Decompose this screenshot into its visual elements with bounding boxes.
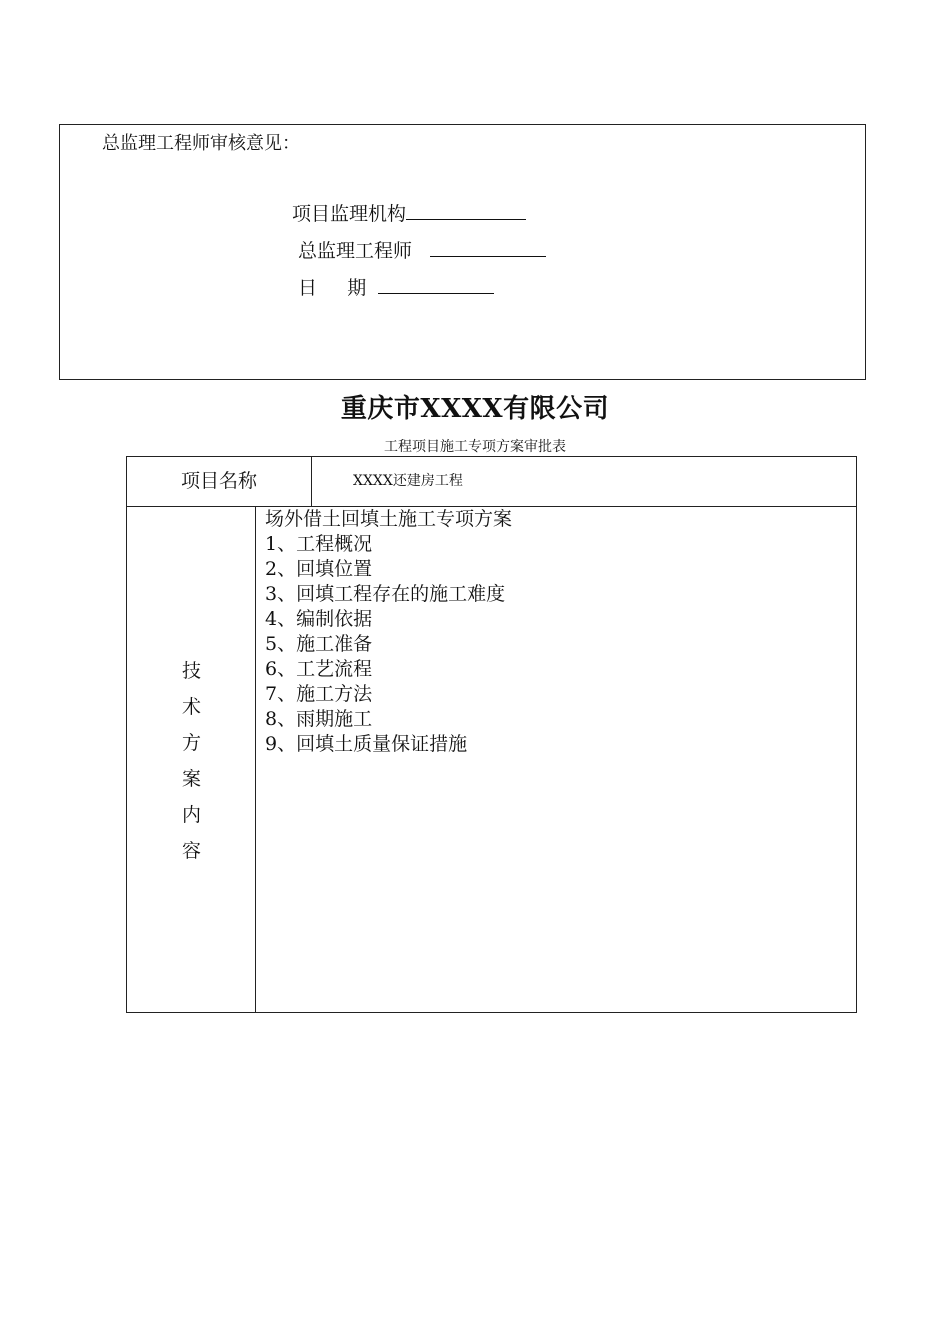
form-subtitle: 工程项目施工专项方案审批表 [384,439,566,455]
plan-item: 5、施工准备 [265,633,373,655]
label-char: 技 [181,660,201,682]
plan-item: 1、工程概况 [265,533,373,555]
review-heading: 总监理工程师审核意见： [102,133,300,154]
plan-item: 9、回填土质量保证措施 [265,733,468,755]
technical-plan-label-cell [127,507,256,1013]
chief-engineer-line [298,236,546,263]
date-blank[interactable] [378,275,494,294]
project-name-row [127,457,856,507]
plan-item: 6、工艺流程 [265,658,373,680]
chief-engineer-label: 总监理工程师 [298,240,413,262]
project-name-value: XXXX还建房工程 [353,473,463,489]
plan-item: 8、雨期施工 [265,708,373,730]
date-label: 日 期 [298,277,367,299]
supervision-org-blank[interactable] [406,201,526,220]
label-char: 容 [181,840,201,862]
company-title: 重庆市XXXX有限公司 [340,394,610,424]
technical-plan-label [127,653,256,869]
plan-item: 7、施工方法 [265,683,373,705]
date-line [298,273,494,300]
supervisor-review-box [59,124,866,380]
supervision-org-label: 项目监理机构 [292,203,407,225]
plan-title: 场外借土回填土施工专项方案 [265,508,513,530]
plan-item: 4、编制依据 [265,608,373,630]
supervision-org-line [292,199,526,226]
plan-item: 2、回填位置 [265,558,373,580]
label-char: 术 [181,696,201,718]
label-char: 案 [181,768,201,790]
approval-table [126,456,857,1013]
technical-plan-content [265,507,512,757]
project-name-label: 项目名称 [127,457,312,506]
chief-engineer-blank[interactable] [430,238,546,257]
label-char: 内 [181,804,201,826]
label-char: 方 [181,732,201,754]
plan-item: 3、回填工程存在的施工难度 [265,583,506,605]
